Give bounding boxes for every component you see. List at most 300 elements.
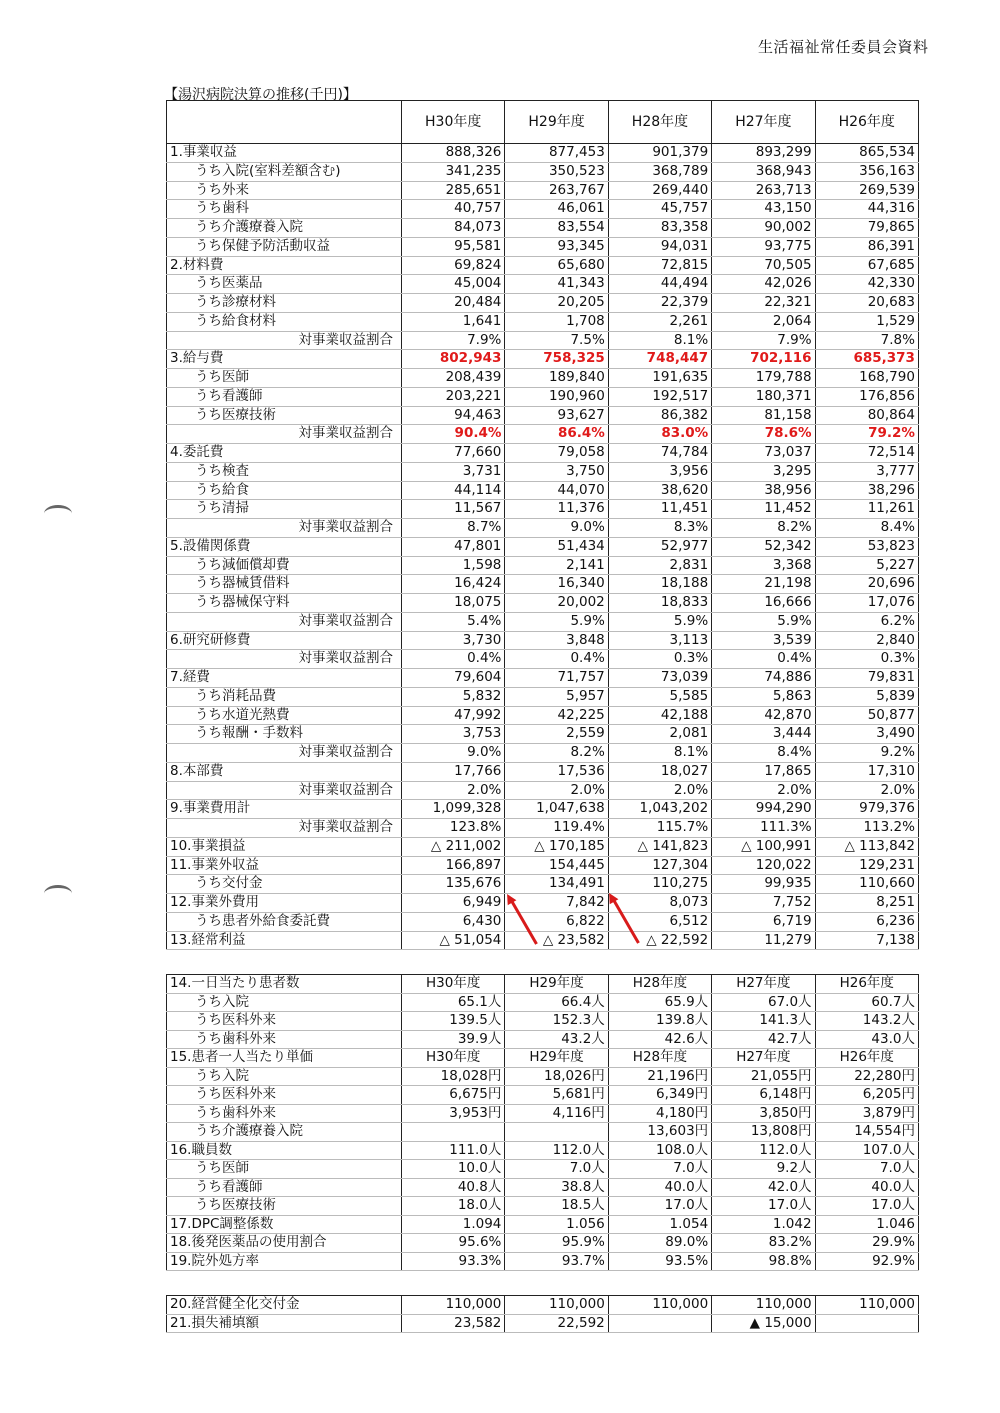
value-cell: 180,371 [712,387,815,406]
value-cell: 47,801 [402,537,505,556]
value-cell: H29年度 [505,975,608,994]
value-cell: 5.9% [608,612,711,631]
value-cell: 112.0人 [505,1141,608,1160]
value-cell: 72,815 [608,256,711,275]
row-label: うち患者外給食委託費 [167,912,402,931]
value-cell: 0.4% [505,650,608,669]
value-cell: 18.5人 [505,1197,608,1216]
value-cell: 70,505 [712,256,815,275]
value-cell: 356,163 [815,162,918,181]
value-cell: 18,028円 [402,1067,505,1086]
value-cell: 8.7% [402,519,505,538]
value-cell: 90,002 [712,219,815,238]
settlement-table-body [167,144,919,950]
year-header-h29: H29年度 [505,101,608,144]
value-cell: 95,581 [402,237,505,256]
row-label: 17.DPC調整係数 [167,1215,402,1234]
table-row [167,1123,919,1142]
value-cell: 79.2% [815,425,918,444]
value-cell: 44,316 [815,200,918,219]
value-cell: 2,840 [815,631,918,650]
value-cell: 139.8人 [608,1012,711,1031]
row-label: うち水道光熱費 [167,706,402,725]
table-row [167,631,919,650]
value-cell: 74,886 [712,669,815,688]
value-cell: 3,953円 [402,1104,505,1123]
row-label: うち医科外来 [167,1012,402,1031]
row-label: 8.本部費 [167,762,402,781]
value-cell: 110,275 [608,875,711,894]
value-cell: 120,022 [712,856,815,875]
value-cell: 3,850円 [712,1104,815,1123]
value-cell: 13,603円 [608,1123,711,1142]
value-cell: H28年度 [608,975,711,994]
table-row [167,406,919,425]
row-label: 11.事業外収益 [167,856,402,875]
row-label: 18.後発医薬品の使用割合 [167,1234,402,1253]
value-cell: 83,554 [505,219,608,238]
value-cell: 6,512 [608,912,711,931]
value-cell: 2,559 [505,725,608,744]
row-label: 19.院外処方率 [167,1252,402,1271]
row-label: 14.一日当たり患者数 [167,975,402,994]
value-cell: 208,439 [402,369,505,388]
table-row [167,331,919,350]
value-cell: 20,696 [815,575,918,594]
value-cell: 139.5人 [402,1012,505,1031]
value-cell: 368,789 [608,162,711,181]
grant-table-body [167,1296,919,1333]
value-cell: 994,290 [712,800,815,819]
value-cell: 11,376 [505,500,608,519]
value-cell: 3,730 [402,631,505,650]
value-cell: 4,116円 [505,1104,608,1123]
value-cell: 3,539 [712,631,815,650]
table-row [167,1252,919,1271]
value-cell: 84,073 [402,219,505,238]
row-label: 3.給与費 [167,350,402,369]
value-cell: 5,839 [815,687,918,706]
value-cell: 107.0人 [815,1141,918,1160]
table-row [167,462,919,481]
value-cell: 134,491 [505,875,608,894]
value-cell: 52,342 [712,537,815,556]
value-cell: 110,000 [402,1296,505,1315]
table-row [167,931,919,950]
value-cell: 119.4% [505,819,608,838]
table-row [167,1067,919,1086]
value-cell: 43.2人 [505,1030,608,1049]
value-cell: ▲ 15,000 [712,1314,815,1333]
value-cell: 802,943 [402,350,505,369]
value-cell: 79,058 [505,444,608,463]
value-cell: 77,660 [402,444,505,463]
value-cell: 95.6% [402,1234,505,1253]
row-label: 16.職員数 [167,1141,402,1160]
table-row [167,1178,919,1197]
value-cell: 51,434 [505,537,608,556]
value-cell: 17,076 [815,594,918,613]
value-cell: 685,373 [815,350,918,369]
value-cell: 0.4% [712,650,815,669]
value-cell: 0.4% [402,650,505,669]
value-cell: 135,676 [402,875,505,894]
value-cell: 2,064 [712,312,815,331]
value-cell: 5.9% [505,612,608,631]
row-label: 20.経営健全化交付金 [167,1296,402,1315]
value-cell: 86,391 [815,237,918,256]
table-row [167,369,919,388]
row-label: 対事業収益割合 [167,650,402,669]
table-row [167,687,919,706]
value-cell: 4,180円 [608,1104,711,1123]
value-cell: 7,752 [712,894,815,913]
value-cell: 6,719 [712,912,815,931]
table-row [167,537,919,556]
value-cell: 94,031 [608,237,711,256]
table-row [167,725,919,744]
value-cell: 190,960 [505,387,608,406]
value-cell: 877,453 [505,144,608,163]
value-cell: 40,757 [402,200,505,219]
row-label: うち医薬品 [167,275,402,294]
value-cell: 93,627 [505,406,608,425]
table-row [167,425,919,444]
row-label: 4.委託費 [167,444,402,463]
value-cell: △ 211,002 [402,837,505,856]
row-label: うち給食 [167,481,402,500]
value-cell: 20,683 [815,294,918,313]
value-cell: 17.0人 [608,1197,711,1216]
row-label: 9.事業費用計 [167,800,402,819]
value-cell: 179,788 [712,369,815,388]
value-cell: 86.4% [505,425,608,444]
value-cell: 44,114 [402,481,505,500]
value-cell: △ 23,582 [505,931,608,950]
value-cell: 269,539 [815,181,918,200]
row-label: うち検査 [167,462,402,481]
value-cell: 1,529 [815,312,918,331]
value-cell: 8,251 [815,894,918,913]
value-cell: 110,000 [712,1296,815,1315]
value-cell: 3,731 [402,462,505,481]
value-cell: 1.056 [505,1215,608,1234]
table-row [167,387,919,406]
value-cell: 20,205 [505,294,608,313]
value-cell: 67,685 [815,256,918,275]
value-cell: 67.0人 [712,993,815,1012]
row-label: 10.事業損益 [167,837,402,856]
row-label: うち報酬・手数料 [167,725,402,744]
value-cell: 758,325 [505,350,608,369]
value-cell: 123.8% [402,819,505,838]
grant-table [166,1295,919,1333]
table-row [167,800,919,819]
row-label: 5.設備関係費 [167,537,402,556]
value-cell: 18,833 [608,594,711,613]
table-row [167,819,919,838]
value-cell: 8.3% [608,519,711,538]
value-cell: 22,321 [712,294,815,313]
value-cell: 7.9% [712,331,815,350]
value-cell: 113.2% [815,819,918,838]
table-row [167,669,919,688]
table-row [167,594,919,613]
value-cell: 69,824 [402,256,505,275]
value-cell: 16,340 [505,575,608,594]
value-cell: △ 141,823 [608,837,711,856]
value-cell: 86,382 [608,406,711,425]
table-row [167,312,919,331]
value-cell: 110,000 [608,1296,711,1315]
table-row [167,706,919,725]
value-cell: 42.7人 [712,1030,815,1049]
value-cell: 44,070 [505,481,608,500]
value-cell: 263,767 [505,181,608,200]
table-row [167,1104,919,1123]
value-cell: 108.0人 [608,1141,711,1160]
value-cell: 7,138 [815,931,918,950]
value-cell: 13,808円 [712,1123,815,1142]
value-cell: 66.4人 [505,993,608,1012]
value-cell: 17,865 [712,762,815,781]
value-cell: 2.0% [505,781,608,800]
table-row [167,444,919,463]
value-cell: 18.0人 [402,1197,505,1216]
value-cell: 20,484 [402,294,505,313]
value-cell: 6,148円 [712,1086,815,1105]
value-cell: 5,585 [608,687,711,706]
row-label: 12.事業外費用 [167,894,402,913]
value-cell: 110,000 [815,1296,918,1315]
value-cell: 1,708 [505,312,608,331]
value-cell: 8.1% [608,744,711,763]
value-cell: 80,864 [815,406,918,425]
value-cell: 2,081 [608,725,711,744]
value-cell: 269,440 [608,181,711,200]
value-cell: 110,660 [815,875,918,894]
value-cell: 45,757 [608,200,711,219]
value-cell: 6,949 [402,894,505,913]
value-cell: 9.2% [815,744,918,763]
value-cell: 154,445 [505,856,608,875]
table-row [167,837,919,856]
row-label: うち外来 [167,181,402,200]
value-cell: 14,554円 [815,1123,918,1142]
value-cell: 8.4% [815,519,918,538]
value-cell: 5.4% [402,612,505,631]
value-cell: 888,326 [402,144,505,163]
row-label: うち歯科 [167,200,402,219]
value-cell: 168,790 [815,369,918,388]
value-cell: 10.0人 [402,1160,505,1179]
value-cell: 22,592 [505,1314,608,1333]
value-cell: 18,027 [608,762,711,781]
value-cell: 42,225 [505,706,608,725]
row-label: 対事業収益割合 [167,781,402,800]
value-cell: 0.3% [815,650,918,669]
row-label: うち入院(室料差額含む) [167,162,402,181]
value-cell: 3,295 [712,462,815,481]
value-cell: 22,379 [608,294,711,313]
value-cell: 42,026 [712,275,815,294]
table-row [167,556,919,575]
row-label: 対事業収益割合 [167,331,402,350]
row-label: うち入院 [167,993,402,1012]
table-row [167,575,919,594]
row-label: 2.材料費 [167,256,402,275]
table-row [167,144,919,163]
value-cell: 42.0人 [712,1178,815,1197]
value-cell: 176,856 [815,387,918,406]
value-cell: 166,897 [402,856,505,875]
value-cell: H29年度 [505,1049,608,1068]
value-cell: 98.8% [712,1252,815,1271]
value-cell: 3,956 [608,462,711,481]
value-cell: 2,831 [608,556,711,575]
table-row [167,993,919,1012]
row-label: うち介護療養入院 [167,1123,402,1142]
value-cell [815,1314,918,1333]
value-cell: 1.094 [402,1215,505,1234]
year-header-h28: H28年度 [608,101,711,144]
value-cell: 79,831 [815,669,918,688]
row-label: うち医師 [167,369,402,388]
table-row [167,1215,919,1234]
value-cell: 7.9% [402,331,505,350]
value-cell: H26年度 [815,975,918,994]
value-cell: H26年度 [815,1049,918,1068]
value-cell: 65.1人 [402,993,505,1012]
value-cell: 8,073 [608,894,711,913]
value-cell: 865,534 [815,144,918,163]
row-label: うち介護療養入院 [167,219,402,238]
value-cell: 18,075 [402,594,505,613]
value-cell: 50,877 [815,706,918,725]
value-cell: 7.0人 [608,1160,711,1179]
value-cell: △ 22,592 [608,931,711,950]
value-cell: 95.9% [505,1234,608,1253]
row-label: うち入院 [167,1067,402,1086]
row-label: 対事業収益割合 [167,612,402,631]
value-cell: 2.0% [402,781,505,800]
table-row [167,1049,919,1068]
row-label: 7.経費 [167,669,402,688]
value-cell: 6,205円 [815,1086,918,1105]
value-cell: 1,043,202 [608,800,711,819]
binder-hole-mark [44,505,72,522]
value-cell: 38.8人 [505,1178,608,1197]
value-cell: 192,517 [608,387,711,406]
value-cell: 3,879円 [815,1104,918,1123]
year-header-h30: H30年度 [402,101,505,144]
value-cell: 40.0人 [608,1178,711,1197]
value-cell: 111.3% [712,819,815,838]
settlement-table [166,100,919,950]
value-cell: 143.2人 [815,1012,918,1031]
value-cell: 60.7人 [815,993,918,1012]
value-cell: 17,536 [505,762,608,781]
value-cell: 73,037 [712,444,815,463]
value-cell: 89.0% [608,1234,711,1253]
row-label: うち歯科外来 [167,1030,402,1049]
value-cell: H27年度 [712,975,815,994]
value-cell: 1.054 [608,1215,711,1234]
value-cell: △ 113,842 [815,837,918,856]
table-row [167,481,919,500]
row-label: うち診療材料 [167,294,402,313]
corner-cell [167,101,402,144]
row-label: 15.患者一人当たり単価 [167,1049,402,1068]
value-cell: 127,304 [608,856,711,875]
value-cell: 5,227 [815,556,918,575]
table-row [167,350,919,369]
value-cell: 46,061 [505,200,608,219]
value-cell: 38,620 [608,481,711,500]
value-cell: 71,757 [505,669,608,688]
value-cell: 8.2% [505,744,608,763]
value-cell: 93.7% [505,1252,608,1271]
row-label: 対事業収益割合 [167,519,402,538]
row-label: うち医療技術 [167,1197,402,1216]
table-row [167,1086,919,1105]
value-cell: 11,279 [712,931,815,950]
value-cell: 350,523 [505,162,608,181]
table-row [167,744,919,763]
value-cell: 5,832 [402,687,505,706]
value-cell: 23,582 [402,1314,505,1333]
table-row [167,1030,919,1049]
table-row [167,1160,919,1179]
value-cell: 6,430 [402,912,505,931]
value-cell: 17.0人 [712,1197,815,1216]
value-cell: 90.4% [402,425,505,444]
table-row [167,500,919,519]
value-cell: 72,514 [815,444,918,463]
value-cell: 38,956 [712,481,815,500]
value-cell: 65,680 [505,256,608,275]
value-cell: 1,598 [402,556,505,575]
year-header-h27: H27年度 [712,101,815,144]
value-cell: 893,299 [712,144,815,163]
value-cell: 38,296 [815,481,918,500]
value-cell: 1,099,328 [402,800,505,819]
value-cell: 47,992 [402,706,505,725]
table-row [167,200,919,219]
value-cell: 285,651 [402,181,505,200]
row-label: 対事業収益割合 [167,819,402,838]
value-cell: 748,447 [608,350,711,369]
value-cell: 43.0人 [815,1030,918,1049]
row-label: 13.経常利益 [167,931,402,950]
value-cell: 7.0人 [815,1160,918,1179]
value-cell: 65.9人 [608,993,711,1012]
value-cell: 18,026円 [505,1067,608,1086]
value-cell: 40.0人 [815,1178,918,1197]
value-cell: 42,188 [608,706,711,725]
value-cell: 16,666 [712,594,815,613]
table-row [167,256,919,275]
table-row [167,1234,919,1253]
value-cell: 20,002 [505,594,608,613]
value-cell: 1.046 [815,1215,918,1234]
value-cell: 129,231 [815,856,918,875]
table-row [167,181,919,200]
value-cell [402,1123,505,1142]
row-label: うち交付金 [167,875,402,894]
value-cell: 29.9% [815,1234,918,1253]
value-cell: 79,604 [402,669,505,688]
